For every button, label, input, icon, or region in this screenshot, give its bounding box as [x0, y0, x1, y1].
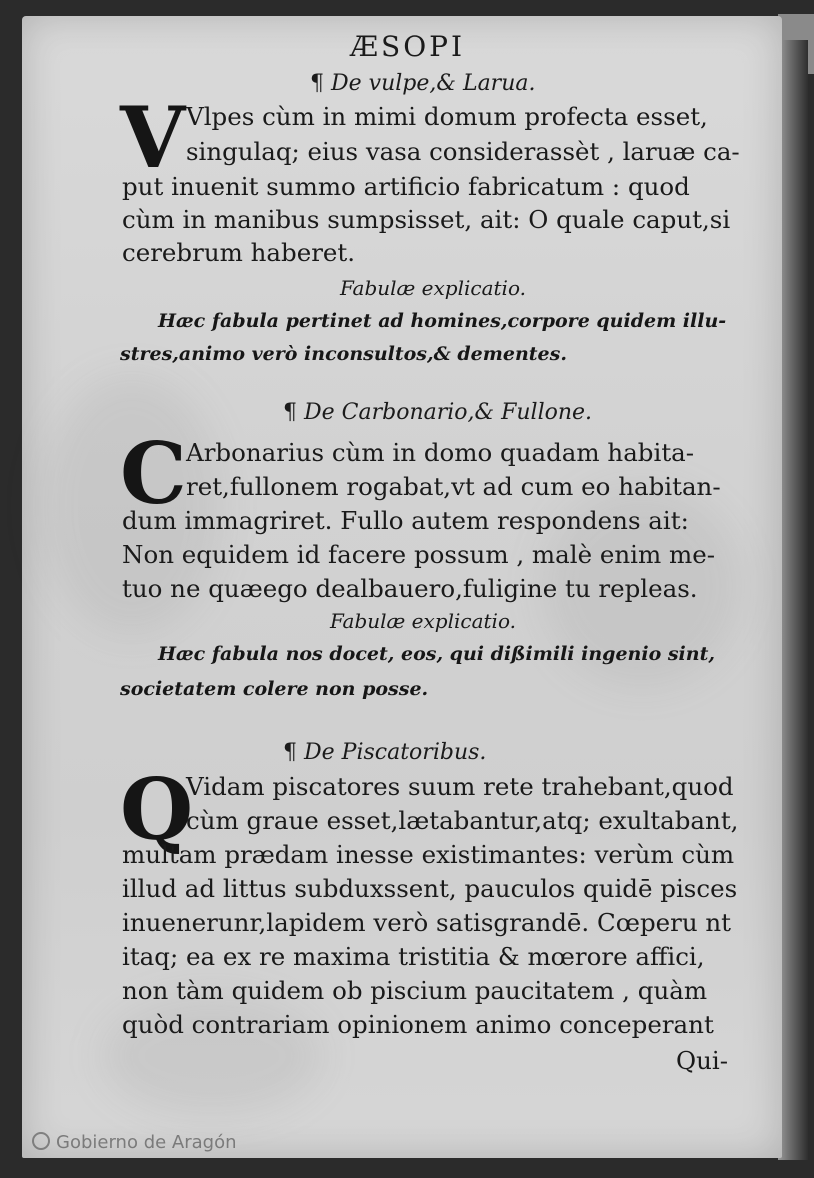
drop-cap: V: [120, 88, 186, 187]
fable-title-text: De Carbonario,& Fullone.: [304, 400, 593, 425]
pilcrow-icon: ¶: [283, 400, 297, 425]
catchword: Qui-: [676, 1046, 728, 1075]
watermark: [32, 1132, 237, 1153]
fable-title-carbonario: [283, 400, 592, 425]
drop-cap: C: [120, 424, 187, 523]
fable-title-text: De vulpe,& Larua.: [331, 71, 536, 96]
moral-line: Hæc fabula nos docet, eos, qui dißimili ingenio sint,: [158, 643, 715, 665]
text-line: cùm in manibus sumpsisset, ait: O quale caput,si: [122, 205, 731, 234]
fable-title-vulpe: [310, 71, 535, 96]
text-line: Vidam piscatores suum rete trahebant,quod: [186, 772, 734, 801]
text-line: singulaq; eius vasa considerassèt , laruæ ca-: [186, 137, 740, 166]
pilcrow-icon: ¶: [283, 740, 297, 765]
drop-cap: Q: [120, 760, 194, 859]
text-line: cerebrum haberet.: [122, 238, 356, 267]
explicatio-heading: Fabulæ explicatio.: [340, 276, 526, 300]
fable-title-piscatoribus: [283, 740, 486, 765]
text-line: non tàm quidem ob piscium paucitatem , quàm: [122, 976, 708, 1005]
explicatio-heading: Fabulæ explicatio.: [330, 609, 516, 633]
moral-line: societatem colere non posse.: [120, 678, 429, 700]
text-line: put inuenit summo artificio fabricatum : quod: [122, 172, 690, 201]
text-line: itaq; ea ex re maxima tristitia & mœrore affici,: [122, 942, 705, 971]
text-line: Vlpes cùm in mimi domum profecta esset,: [186, 102, 708, 131]
watermark-text: Gobierno de Aragón: [56, 1132, 237, 1153]
text-line: Non equidem id facere possum , malè enim me-: [122, 540, 716, 569]
page-edge-right: [778, 40, 808, 1160]
text-line: cùm graue esset,lætabantur,atq; exultabant,: [186, 806, 739, 835]
text-line: dum immagriret. Fullo autem respondens ait:: [122, 506, 689, 535]
text-line: quòd contrariam opinionem animo conceperant: [122, 1010, 714, 1039]
text-line: inuenerunr,lapidem verò satisgrandē. Cœperu nt: [122, 908, 732, 937]
text-line: tuo ne quæego dealbauero,fuligine tu repleas.: [122, 574, 698, 603]
pilcrow-icon: ¶: [310, 71, 324, 96]
copyright-icon: [32, 1132, 50, 1150]
moral-line: Hæc fabula pertinet ad homines,corpore quidem illu-: [158, 310, 727, 332]
text-line: multam prædam inesse existimantes: verùm cùm: [122, 840, 735, 869]
fable-title-text: De Piscatoribus.: [304, 740, 487, 765]
text-line: Arbonarius cùm in domo quadam habita-: [186, 438, 695, 467]
moral-line: stres,animo verò inconsultos,& dementes.: [120, 343, 567, 365]
page-header: ÆSOPI: [350, 30, 466, 63]
text-line: illud ad littus subduxssent, pauculos quidē pisces: [122, 874, 738, 903]
text-line: ret,fullonem rogabat,vt ad cum eo habitan-: [186, 472, 721, 501]
